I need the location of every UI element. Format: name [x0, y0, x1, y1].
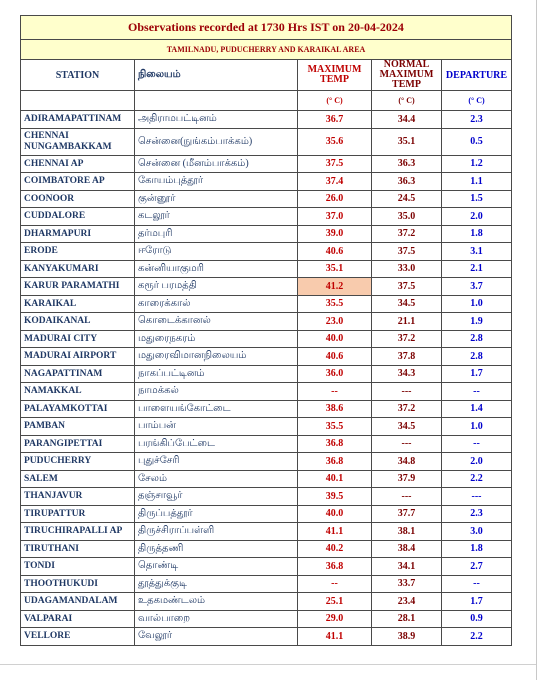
normal-temp-cell: 38.1 [372, 523, 442, 541]
max-temp-cell: 40.1 [298, 470, 372, 488]
normal-temp-cell: 37.2 [372, 330, 442, 348]
station-name: KARUR PARAMATHI [21, 278, 135, 296]
station-local-name: கொடைக்கானல் [135, 313, 298, 331]
max-temp-cell: 26.0 [298, 190, 372, 208]
normal-temp-cell: --- [372, 383, 442, 401]
station-name: COIMBATORE AP [21, 173, 135, 191]
units-local-blank [135, 91, 298, 111]
units-max: (° C) [298, 91, 372, 111]
normal-temp-cell: 24.5 [372, 190, 442, 208]
departure-cell: 1.7 [442, 365, 512, 383]
station-local-name: பாம்பன் [135, 418, 298, 436]
viewer-bottom-border [0, 664, 536, 681]
table-row [21, 435, 512, 453]
max-temp-cell: 29.0 [298, 610, 372, 628]
station-name: MADURAI CITY [21, 330, 135, 348]
max-temp-cell: 40.0 [298, 505, 372, 523]
normal-temp-cell: 34.5 [372, 295, 442, 313]
station-local-name: சேலம் [135, 470, 298, 488]
station-name: ERODE [21, 243, 135, 261]
header-max-temp: MAXIMUM TEMP [298, 60, 372, 91]
station-name: CUDDALORE [21, 208, 135, 226]
departure-cell: 1.9 [442, 313, 512, 331]
normal-temp-cell: --- [372, 435, 442, 453]
max-temp-cell: 40.2 [298, 540, 372, 558]
departure-cell: -- [442, 383, 512, 401]
table-row [21, 313, 512, 331]
max-temp-cell: 25.1 [298, 593, 372, 611]
max-temp-cell: 35.5 [298, 295, 372, 313]
max-temp-cell: -- [298, 383, 372, 401]
max-temp-cell: 37.0 [298, 208, 372, 226]
normal-temp-cell: 37.8 [372, 348, 442, 366]
normal-temp-cell: 35.1 [372, 128, 442, 155]
normal-temp-cell: 34.1 [372, 558, 442, 576]
table-row [21, 243, 512, 261]
station-local-name: தூத்துக்குடி [135, 575, 298, 593]
table-row [21, 628, 512, 646]
normal-temp-cell: 37.7 [372, 505, 442, 523]
departure-cell: -- [442, 435, 512, 453]
station-local-name: ஈரோடு [135, 243, 298, 261]
departure-cell: 2.2 [442, 628, 512, 646]
departure-cell: 2.7 [442, 558, 512, 576]
normal-temp-cell: 34.4 [372, 111, 442, 129]
departure-cell: 2.0 [442, 453, 512, 471]
departure-cell: 1.8 [442, 540, 512, 558]
station-name: NAMAKKAL [21, 383, 135, 401]
table-row [21, 348, 512, 366]
station-local-name: காரைக்கால் [135, 295, 298, 313]
normal-temp-cell: 34.8 [372, 453, 442, 471]
max-temp-cell: 35.5 [298, 418, 372, 436]
departure-cell: 1.0 [442, 295, 512, 313]
table-row [21, 225, 512, 243]
table-row [21, 278, 512, 296]
table-row [21, 383, 512, 401]
station-local-name: திருத்தணி [135, 540, 298, 558]
station-name: VALPARAI [21, 610, 135, 628]
table-row [21, 523, 512, 541]
departure-cell: 2.3 [442, 111, 512, 129]
station-name: PARANGIPETTAI [21, 435, 135, 453]
max-temp-cell: 36.7 [298, 111, 372, 129]
station-name: THOOTHUKUDI [21, 575, 135, 593]
title-row [21, 16, 512, 40]
station-local-name: மதுரைவிமானநிலையம் [135, 348, 298, 366]
max-temp-cell: 39.0 [298, 225, 372, 243]
departure-cell: --- [442, 488, 512, 506]
observations-table [20, 15, 512, 646]
station-name: ADIRAMAPATTINAM [21, 111, 135, 129]
station-local-name: பரங்கிப்பேட்டை [135, 435, 298, 453]
units-normal: (° C) [372, 91, 442, 111]
station-local-name: நாமக்கல் [135, 383, 298, 401]
normal-temp-cell: 37.2 [372, 225, 442, 243]
station-name: PUDUCHERRY [21, 453, 135, 471]
station-name: COONOOR [21, 190, 135, 208]
units-departure: (° C) [442, 91, 512, 111]
departure-cell: 3.1 [442, 243, 512, 261]
normal-temp-cell: 38.4 [372, 540, 442, 558]
departure-cell: 3.7 [442, 278, 512, 296]
station-local-name: பாளையங்கோட்டை [135, 400, 298, 418]
normal-temp-cell: 33.7 [372, 575, 442, 593]
departure-cell: 2.2 [442, 470, 512, 488]
station-local-name: திருப்பத்தூர் [135, 505, 298, 523]
departure-cell: 0.9 [442, 610, 512, 628]
max-temp-cell: 36.0 [298, 365, 372, 383]
station-local-name: உதகமண்டலம் [135, 593, 298, 611]
departure-cell: 1.4 [442, 400, 512, 418]
normal-temp-cell: 36.3 [372, 173, 442, 191]
station-local-name: கன்னியாகுமரி [135, 260, 298, 278]
departure-cell: 1.8 [442, 225, 512, 243]
station-local-name: தொண்டி [135, 558, 298, 576]
station-name: PALAYAMKOTTAI [21, 400, 135, 418]
table-row [21, 593, 512, 611]
max-temp-cell: 41.1 [298, 523, 372, 541]
normal-temp-cell: 37.2 [372, 400, 442, 418]
max-temp-cell: 40.6 [298, 243, 372, 261]
station-name: CHENNAI NUNGAMBAKKAM [21, 128, 135, 155]
max-temp-cell: 40.0 [298, 330, 372, 348]
departure-cell: -- [442, 575, 512, 593]
area-row [21, 40, 512, 60]
departure-cell: 2.3 [442, 505, 512, 523]
table-row [21, 128, 512, 155]
departure-cell: 2.1 [442, 260, 512, 278]
table-row [21, 558, 512, 576]
table-row [21, 155, 512, 173]
max-temp-cell: 41.1 [298, 628, 372, 646]
max-temp-cell: 35.1 [298, 260, 372, 278]
station-local-name: வேலூர் [135, 628, 298, 646]
departure-cell: 1.0 [442, 418, 512, 436]
header-local-name: நிலையம் [135, 60, 298, 91]
departure-cell: 1.5 [442, 190, 512, 208]
station-name: KODAIKANAL [21, 313, 135, 331]
normal-temp-cell: 38.9 [372, 628, 442, 646]
station-local-name: நாகப்பட்டினம் [135, 365, 298, 383]
station-local-name: கடலூர் [135, 208, 298, 226]
departure-cell: 2.0 [442, 208, 512, 226]
station-name: TIRUTHANI [21, 540, 135, 558]
units-row [21, 91, 512, 111]
station-name: NAGAPATTINAM [21, 365, 135, 383]
table-row [21, 330, 512, 348]
table-row [21, 208, 512, 226]
station-name: SALEM [21, 470, 135, 488]
max-temp-cell: 36.8 [298, 453, 372, 471]
station-name: TIRUCHIRAPALLI AP [21, 523, 135, 541]
table-row [21, 260, 512, 278]
max-temp-cell: 40.6 [298, 348, 372, 366]
max-temp-cell: 23.0 [298, 313, 372, 331]
normal-temp-cell: 37.9 [372, 470, 442, 488]
normal-temp-cell: 37.5 [372, 243, 442, 261]
station-name: KARAIKAL [21, 295, 135, 313]
normal-temp-cell: 35.0 [372, 208, 442, 226]
table-row [21, 540, 512, 558]
station-local-name: சென்னை(நுங்கம்பாக்கம்) [135, 128, 298, 155]
station-name: KANYAKUMARI [21, 260, 135, 278]
normal-temp-cell: 36.3 [372, 155, 442, 173]
area-title: TAMILNADU, PUDUCHERRY AND KARAIKAL AREA [21, 40, 512, 60]
table-row [21, 453, 512, 471]
header-normal-temp: NORMAL MAXIMUM TEMP [372, 60, 442, 91]
normal-temp-cell: 37.5 [372, 278, 442, 296]
station-local-name: புதுச்சேரி [135, 453, 298, 471]
normal-temp-cell: 34.5 [372, 418, 442, 436]
max-temp-cell: 36.8 [298, 558, 372, 576]
table-row [21, 400, 512, 418]
units-station-blank [21, 91, 135, 111]
departure-cell: 1.1 [442, 173, 512, 191]
max-temp-cell: 37.5 [298, 155, 372, 173]
table-row [21, 610, 512, 628]
departure-cell: 1.7 [442, 593, 512, 611]
station-name: THANJAVUR [21, 488, 135, 506]
station-local-name: கோயம்புத்தூர் [135, 173, 298, 191]
header-row [21, 60, 512, 91]
normal-temp-cell: --- [372, 488, 442, 506]
station-local-name: தஞ்சாவூர் [135, 488, 298, 506]
station-local-name: சென்னை (மீனம்பாக்கம்) [135, 155, 298, 173]
max-temp-cell: 36.8 [298, 435, 372, 453]
normal-temp-cell: 33.0 [372, 260, 442, 278]
table-row [21, 111, 512, 129]
station-local-name: கரூர் பரமத்தி [135, 278, 298, 296]
station-name: VELLORE [21, 628, 135, 646]
max-temp-cell: 41.2 [298, 278, 372, 296]
station-name: MADURAI AIRPORT [21, 348, 135, 366]
station-name: TIRUPATTUR [21, 505, 135, 523]
station-local-name: மதுரைநகரம் [135, 330, 298, 348]
station-local-name: தர்மபுரி [135, 225, 298, 243]
table-row [21, 365, 512, 383]
departure-cell: 2.8 [442, 330, 512, 348]
normal-temp-cell: 23.4 [372, 593, 442, 611]
max-temp-cell: 38.6 [298, 400, 372, 418]
max-temp-cell: 35.6 [298, 128, 372, 155]
table-row [21, 575, 512, 593]
station-name: PAMBAN [21, 418, 135, 436]
max-temp-cell: -- [298, 575, 372, 593]
max-temp-cell: 39.5 [298, 488, 372, 506]
station-name: UDAGAMANDALAM [21, 593, 135, 611]
departure-cell: 1.2 [442, 155, 512, 173]
table-row [21, 295, 512, 313]
normal-temp-cell: 34.3 [372, 365, 442, 383]
departure-cell: 2.8 [442, 348, 512, 366]
table-row [21, 488, 512, 506]
table-row [21, 418, 512, 436]
departure-cell: 0.5 [442, 128, 512, 155]
table-row [21, 470, 512, 488]
station-local-name: வால்பாறை [135, 610, 298, 628]
normal-temp-cell: 28.1 [372, 610, 442, 628]
station-name: DHARMAPURI [21, 225, 135, 243]
station-local-name: குன்னூர் [135, 190, 298, 208]
table-row [21, 190, 512, 208]
station-local-name: திருச்சிராப்பள்ளி [135, 523, 298, 541]
viewer-right-border [536, 0, 548, 680]
max-temp-cell: 37.4 [298, 173, 372, 191]
station-name: TONDI [21, 558, 135, 576]
header-departure: DEPARTURE [442, 60, 512, 91]
table-row [21, 505, 512, 523]
departure-cell: 3.0 [442, 523, 512, 541]
table-row [21, 173, 512, 191]
station-name: CHENNAI AP [21, 155, 135, 173]
page-title: Observations recorded at 1730 Hrs IST on 20-04-2024 [21, 16, 512, 40]
header-station: STATION [21, 60, 135, 91]
station-local-name: அதிராமபட்டினம் [135, 111, 298, 129]
normal-temp-cell: 21.1 [372, 313, 442, 331]
